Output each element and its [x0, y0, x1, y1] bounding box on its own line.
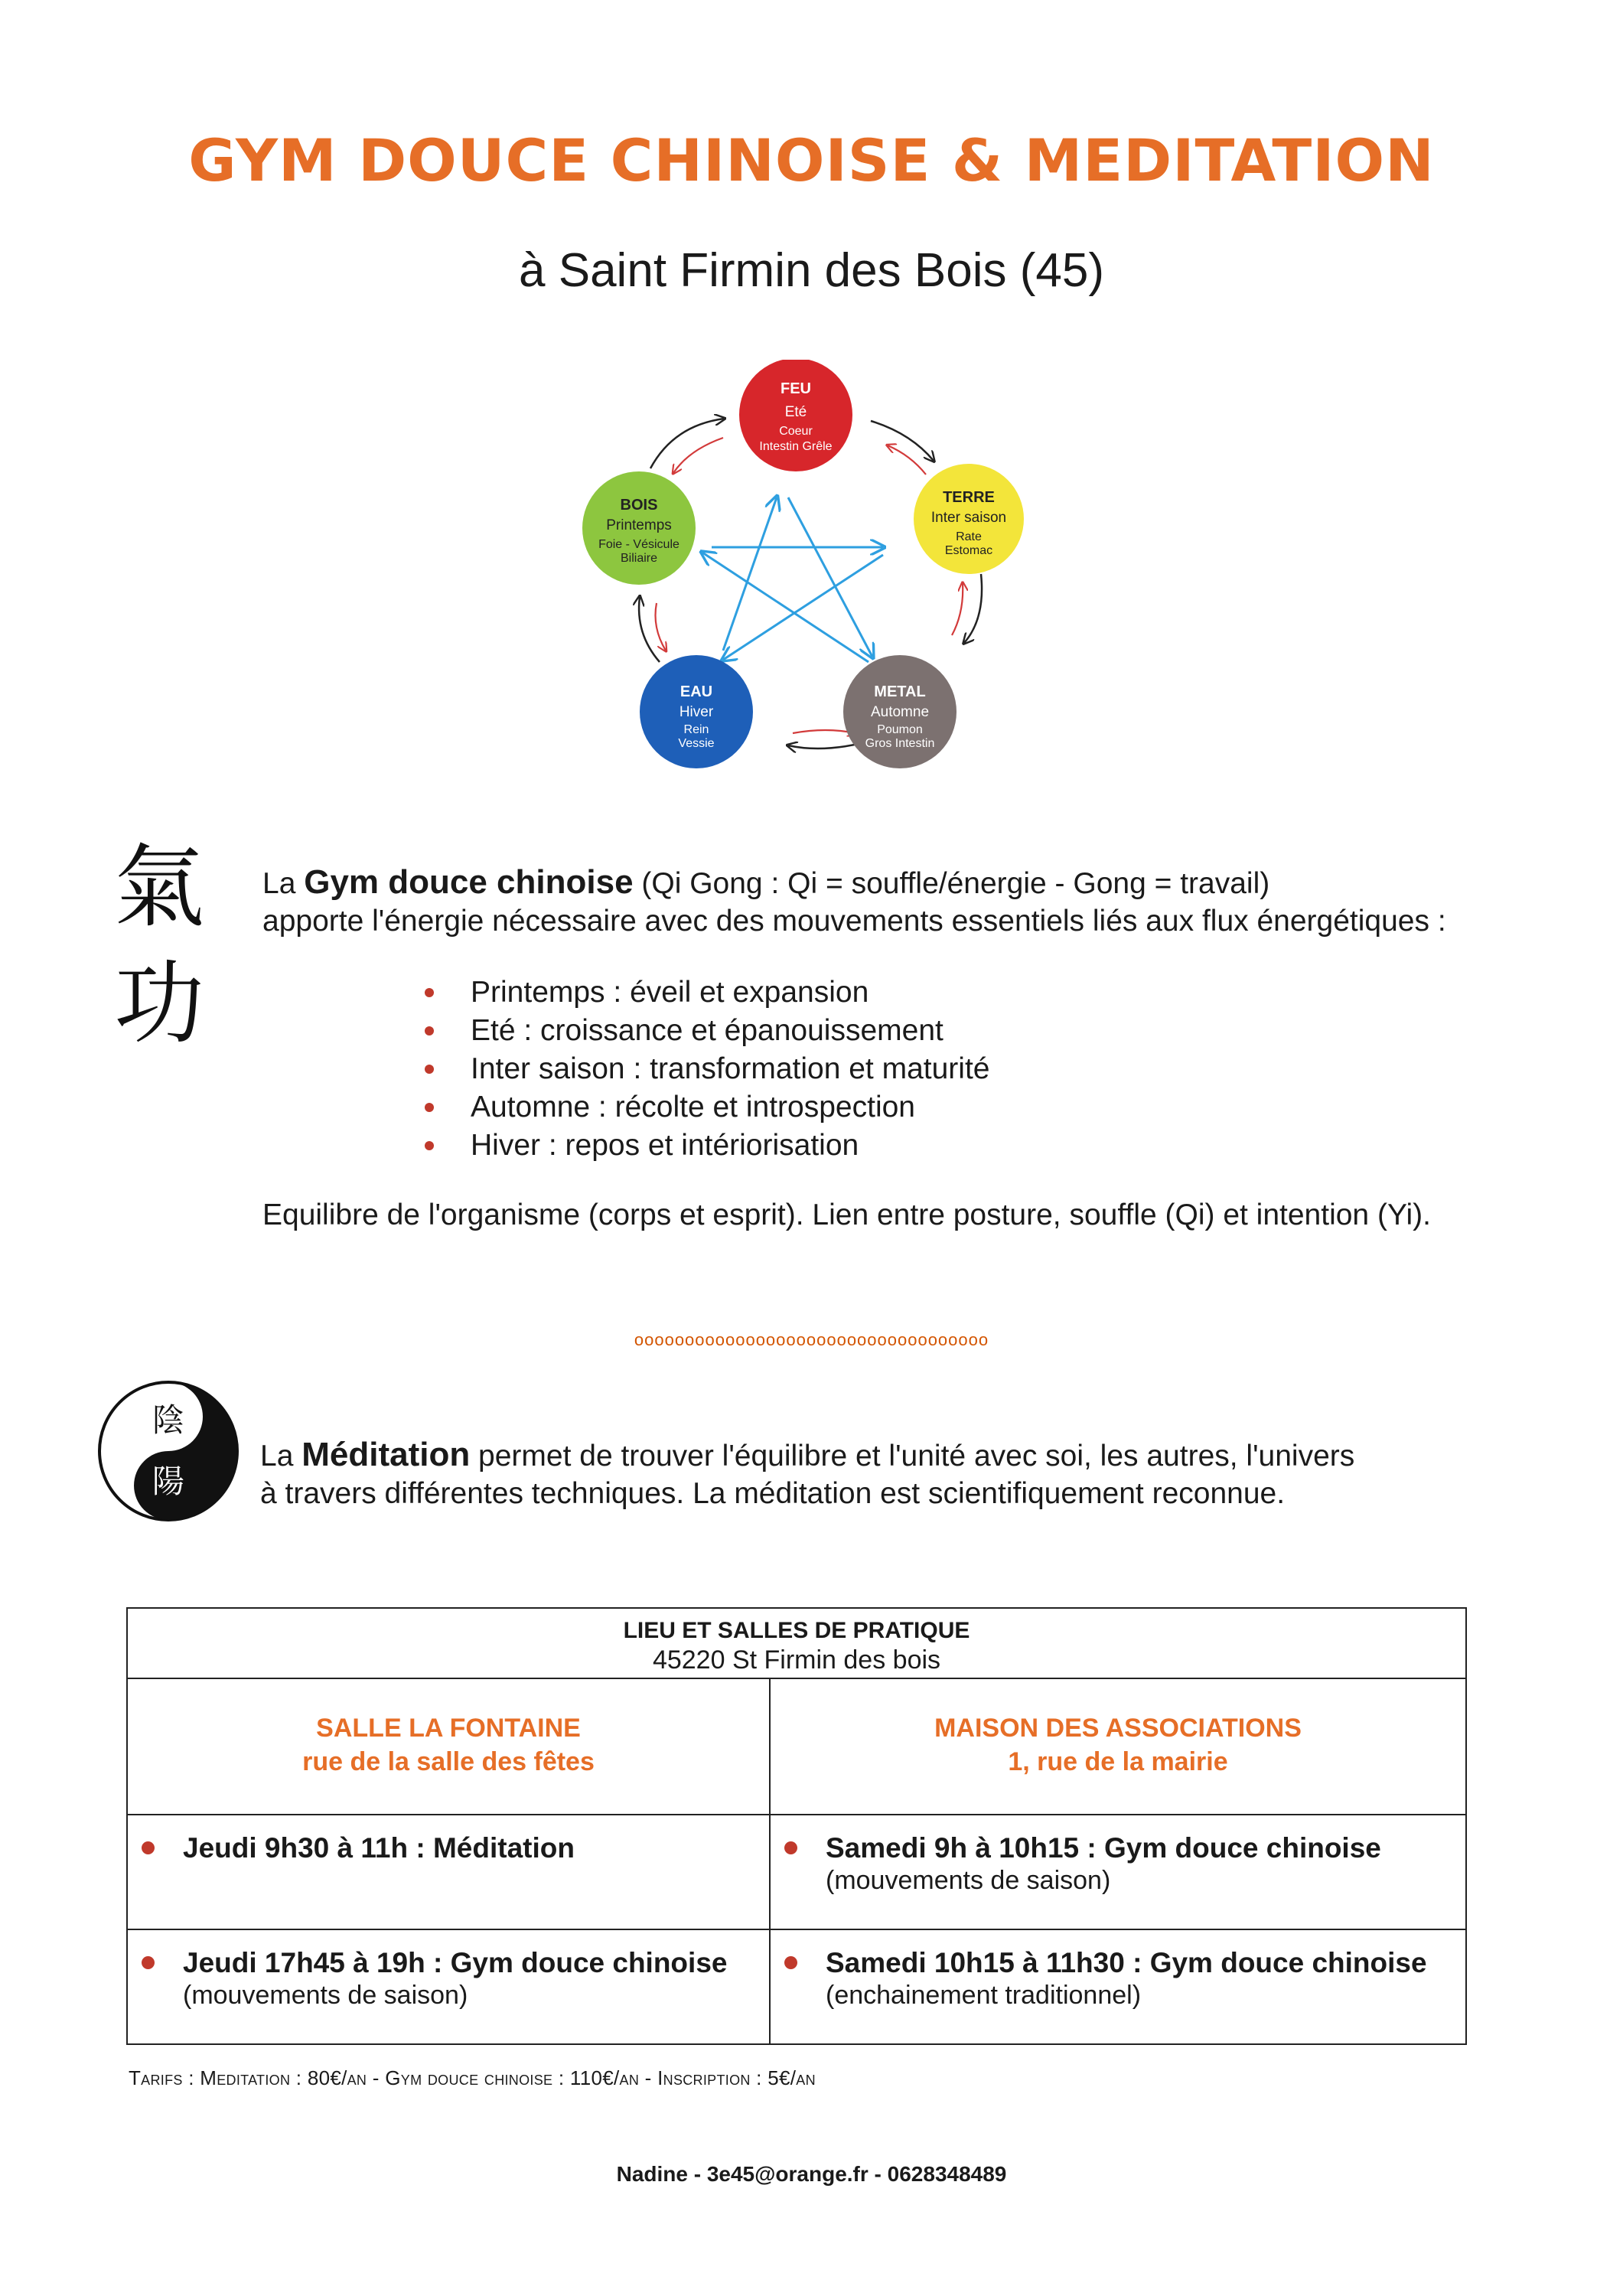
page-title: GYM DOUCE CHINOISE & MEDITATION: [188, 126, 1435, 194]
qigong-calligraphy: [98, 827, 220, 1056]
wood-season: Printemps: [606, 517, 672, 533]
gong-character: 功: [113, 951, 205, 1056]
fire-element: [739, 360, 852, 471]
earth-organ-2: Estomac: [944, 544, 993, 557]
earth-season: Inter saison: [930, 510, 1007, 526]
season-list: [417, 974, 989, 1165]
slot-title: Samedi 10h15 à 11h30 : Gym douce chinoise: [826, 1947, 1427, 1978]
schedule-heading: LIEU ET SALLES DE PRATIQUE: [623, 1618, 970, 1643]
wood-element: [582, 471, 696, 585]
gym-intro-line-2: apporte l'énergie nécessaire avec des mouvements essentiels liés aux flux énergétiques :: [262, 905, 1446, 938]
metal-season: Automne: [870, 704, 930, 720]
schedule-header: [127, 1608, 1466, 1678]
season-text: Printemps : éveil et expansion: [471, 976, 869, 1009]
slot-title: Samedi 9h à 10h15 : Gym douce chinoise: [826, 1832, 1381, 1864]
bullet-icon: [425, 988, 434, 997]
meditation-prefix: La: [260, 1440, 302, 1473]
page-subtitle: à Saint Firmin des Bois (45): [519, 244, 1104, 297]
metal-name: METAL: [874, 683, 926, 700]
venue-fontaine: [127, 1678, 770, 1815]
bullet-icon: [142, 1841, 155, 1854]
bullet-icon: [425, 1026, 434, 1035]
table-cell: [127, 1929, 770, 2044]
tarifs-line: Tarifs : Meditation : 80€/an - Gym douce chinoise : 110€/an - Inscription : 5€/an: [129, 2066, 816, 2089]
fire-name: FEU: [781, 380, 811, 397]
meditation-line-2: à travers différentes techniques. La méditation est scientifiquement reconnue.: [260, 1477, 1286, 1510]
slot-title: Jeudi 9h30 à 11h : Méditation: [183, 1832, 575, 1864]
section-separator: ooooooooooooooooooooooooooooooooooo: [634, 1330, 989, 1349]
contact-line: Nadine - 3e45@orange.fr - 0628348489: [616, 2162, 1007, 2186]
balance-paragraph: Equilibre de l'organisme (corps et esprit). Lien entre posture, souffle (Qi) et intention (Yi).: [262, 1199, 1431, 1231]
table-cell: [127, 1815, 770, 1929]
water-organ-2: Vessie: [678, 737, 715, 750]
water-organ-1: Rein: [683, 723, 709, 736]
water-name: EAU: [680, 683, 713, 700]
bullet-icon: [784, 1956, 797, 1969]
yang-character: 陽: [152, 1463, 185, 1500]
fire-organ-1: Coeur: [779, 425, 813, 438]
water-season: Hiver: [679, 704, 714, 720]
season-text: Hiver : repos et intériorisation: [471, 1129, 859, 1162]
bullet-icon: [142, 1956, 155, 1969]
fire-organ-2: Intestin Grêle: [759, 440, 833, 453]
season-text: Eté : croissance et épanouissement: [471, 1014, 943, 1047]
season-text: Automne : récolte et introspection: [471, 1091, 915, 1124]
meditation-rest: permet de trouver l'équilibre et l'unité avec soi, les autres, l'univers: [470, 1440, 1355, 1473]
metal-organ-1: Poumon: [877, 723, 923, 736]
slot-detail: (enchainement traditionnel): [826, 1981, 1142, 2010]
fire-season: Eté: [784, 404, 807, 420]
meditation-paragraph: [260, 1436, 1515, 1512]
gym-intro-bold: Gym douce chinoise: [304, 863, 634, 901]
earth-organ-1: Rate: [956, 530, 982, 543]
water-element: [640, 655, 753, 768]
meditation-bold: Méditation: [301, 1436, 471, 1473]
venue-name: SALLE LA FONTAINE: [316, 1714, 581, 1743]
metal-element: [843, 655, 957, 768]
qi-character: 氣: [113, 834, 205, 940]
wood-name: BOIS: [620, 497, 658, 514]
metal-organ-2: Gros Intestin: [865, 737, 935, 750]
control-cycle-arrows: [702, 497, 883, 662]
five-elements-diagram: [566, 360, 1041, 788]
earth-element: [914, 464, 1024, 574]
slot-title: Jeudi 17h45 à 19h : Gym douce chinoise: [183, 1947, 728, 1978]
venue-address: 1, rue de la mairie: [1008, 1747, 1228, 1776]
venue-address: rue de la salle des fêtes: [302, 1747, 595, 1776]
wood-organ-1: Foie - Vésicule: [598, 538, 680, 551]
gym-intro-line-1: [262, 863, 1517, 902]
meditation-line-1: [260, 1436, 1515, 1475]
schedule-city: 45220 St Firmin des bois: [652, 1645, 941, 1675]
yin-yang-icon: [95, 1378, 242, 1525]
venue-associations: [770, 1678, 1466, 1815]
schedule-table: [126, 1607, 1467, 2045]
slot-detail: (mouvements de saison): [826, 1866, 1111, 1895]
list-item: [417, 1127, 989, 1165]
bullet-icon: [425, 1065, 434, 1074]
slot-detail: (mouvements de saison): [183, 1981, 468, 2010]
gym-intro-rest: (Qi Gong : Qi = souffle/énergie - Gong = travail): [633, 867, 1270, 900]
season-text: Inter saison : transformation et maturité: [471, 1052, 990, 1085]
list-item: [417, 1088, 989, 1127]
bullet-icon: [784, 1841, 797, 1854]
list-item: [417, 1012, 989, 1050]
venue-name: MAISON DES ASSOCIATIONS: [934, 1714, 1302, 1743]
list-item: [417, 974, 989, 1012]
gym-intro-prefix: La: [262, 867, 305, 900]
wood-organ-2: Biliaire: [620, 552, 658, 565]
table-cell: [770, 1929, 1466, 2044]
earth-name: TERRE: [943, 489, 995, 506]
bullet-icon: [425, 1103, 434, 1112]
table-cell: [770, 1815, 1466, 1929]
yin-character: 陰: [152, 1401, 185, 1439]
gym-intro-paragraph: [262, 863, 1517, 940]
bullet-icon: [425, 1141, 434, 1150]
list-item: [417, 1050, 989, 1088]
